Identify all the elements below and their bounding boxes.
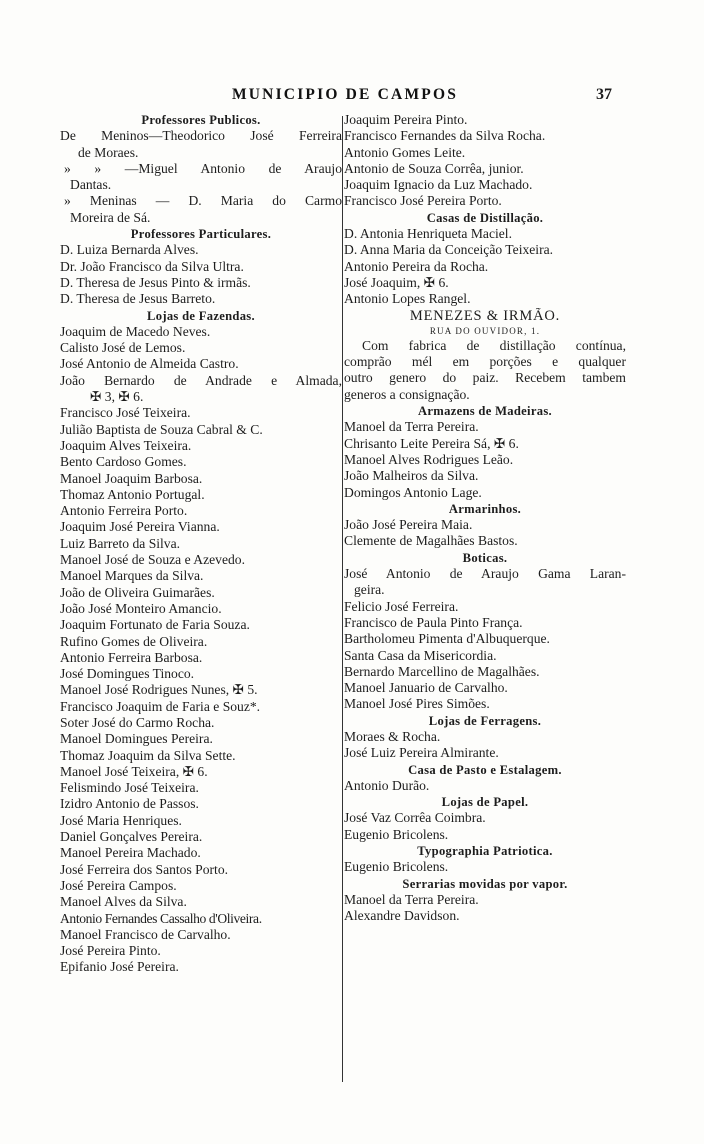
entry-line: Bento Cardoso Gomes. — [60, 454, 187, 470]
section-heading-professores-publicos: Professores Publicos. — [141, 113, 261, 127]
entry-line: geira. — [354, 582, 385, 598]
entry-line: Manoel Pereira Machado. — [60, 845, 201, 861]
entry-line: Francisco Fernandes da Silva Rocha. — [344, 128, 546, 144]
entry-line: José Pereira Campos. — [60, 877, 177, 893]
entry-line: Francisco Joaquim de Faria e Souz*. — [60, 698, 261, 714]
entry-line: Julião Baptista de Souza Cabral & C. — [60, 421, 263, 437]
entry-line: Antonio Lopes Rangel. — [344, 291, 471, 307]
entry-line: Thomaz Antonio Portugal. — [60, 486, 205, 502]
entry-line: José Antonio de Araujo Gama Laran- — [344, 566, 626, 582]
entry-line: Moreira de Sá. — [70, 209, 151, 225]
entry-line: Calisto José de Lemos. — [60, 340, 186, 356]
firm-text-line: generos a consignação. — [344, 386, 470, 402]
entry-line: Santa Casa da Misericordia. — [344, 647, 497, 663]
section-heading-lojas-fazendas: Lojas de Fazendas. — [147, 308, 255, 323]
entry-line: Eugenio Bricolens. — [344, 859, 449, 875]
entry-line: Domingos Antonio Lage. — [344, 484, 482, 500]
entry-line: José Domingues Tinoco. — [60, 666, 195, 682]
entry-line: Thomaz Joaquim da Silva Sette. — [60, 747, 236, 763]
entry-line: Francisco José Pereira Porto. — [344, 193, 502, 209]
section-heading-lojas-papel: Lojas de Papel. — [441, 795, 529, 810]
section-heading-professores-particulares: Professores Particulares. — [130, 227, 272, 242]
entry-line: José Vaz Corrêa Coimbra. — [344, 810, 486, 826]
entry-line: Luiz Barreto da Silva. — [60, 535, 181, 551]
entry-line: José Pereira Pinto. — [60, 943, 161, 959]
entry-line: Dantas. — [70, 177, 112, 193]
entry-line: Eugenio Bricolens. — [344, 826, 449, 842]
entry-line: Antonio Pereira da Rocha. — [344, 258, 489, 274]
page-number: 37 — [596, 86, 612, 103]
section-heading-typographia: Typographia Patriotica. — [417, 844, 553, 859]
entry-line: Francisco de Paula Pinto França. — [344, 614, 523, 630]
section-heading-lojas-ferragens: Lojas de Ferragens. — [428, 713, 542, 728]
firm-text-line: outro genero do paiz. Recebem tambem — [344, 370, 626, 386]
firm-name: MENEZES & IRMÃO. — [409, 307, 561, 324]
entry-line: Joaquim Fortunato de Faria Souza. — [60, 617, 250, 633]
entry-line: João de Oliveira Guimarães. — [60, 584, 215, 600]
entry-line: Alexandre Davidson. — [344, 908, 460, 924]
entry-line: Soter José do Carmo Rocha. — [60, 714, 215, 730]
right-column — [344, 112, 626, 925]
section-heading-serrarias: Serrarias movidas por vapor. — [402, 876, 568, 891]
firm-text-line: Com fabrica de distillação contínua, — [362, 337, 626, 353]
entry-line: De Meninos—Theodorico José Ferreira — [60, 128, 342, 144]
entry-line: ✠ 3, ✠ 6. — [90, 389, 144, 405]
section-heading-boticas: Boticas. — [462, 550, 508, 565]
entry-line: Clemente de Magalhães Bastos. — [344, 533, 518, 549]
section-heading-casas-distillacao: Casas de Distillação. — [426, 210, 544, 225]
entry-line: Manoel José de Souza e Azevedo. — [60, 552, 245, 568]
firm-address: RUA DO OUVIDOR, 1. — [429, 325, 541, 336]
entry-line: José Ferreira dos Santos Porto. — [60, 861, 229, 877]
entry-line: Antonio de Souza Corrêa, junior. — [344, 160, 524, 176]
entry-line: Manoel da Terra Pereira. — [344, 419, 479, 435]
entry-line: Felismindo José Teixeira. — [60, 780, 199, 796]
left-column — [60, 112, 342, 976]
entry-line: Manoel Alves da Silva. — [60, 894, 187, 910]
entry-line: Dr. João Francisco da Silva Ultra. — [60, 258, 244, 274]
entry-line: » » —Miguel Antonio de Araujo — [64, 160, 342, 176]
entry-line: Felicio José Ferreira. — [344, 598, 459, 614]
entry-line: Antonio Durão. — [344, 777, 430, 793]
entry-line: Daniel Gonçalves Pereira. — [60, 829, 203, 845]
entry-line: Manoel da Terra Pereira. — [344, 891, 479, 907]
entry-line: Joaquim José Pereira Vianna. — [60, 519, 220, 535]
entry-line: João José Monteiro Amancio. — [60, 600, 222, 616]
entry-line: João José Pereira Maia. — [344, 517, 473, 533]
firm-text-line: comprão mél em porções e qualquer — [344, 354, 626, 370]
column-divider — [342, 116, 343, 1082]
entry-line: Antonio Fernandes Cassalho d'Oliveira. — [60, 910, 262, 926]
entry-line: de Moraes. — [78, 144, 139, 160]
entry-line: Manoel José Pires Simões. — [344, 696, 490, 712]
entry-line: Manoel José Rodrigues Nunes, ✠ 5. — [60, 682, 258, 698]
entry-line: Moraes & Rocha. — [344, 728, 441, 744]
section-heading-armarinhos: Armarinhos. — [448, 501, 522, 516]
entry-line: Manoel Domingues Pereira. — [60, 731, 213, 747]
entry-line: Manoel Francisco de Carvalho. — [60, 926, 231, 942]
running-title: MUNICIPIO DE CAMPOS — [231, 86, 459, 103]
entry-line: Antonio Ferreira Porto. — [60, 503, 188, 519]
entry-line: Antonio Ferreira Barbosa. — [60, 649, 203, 665]
entry-line: Bartholomeu Pimenta d'Albuquerque. — [344, 631, 550, 647]
entry-line: Joaquim de Macedo Neves. — [60, 323, 211, 339]
entry-line: José Luiz Pereira Almirante. — [344, 745, 499, 761]
entry-line: João Malheiros da Silva. — [344, 468, 479, 484]
entry-line: D. Theresa de Jesus Barreto. — [60, 291, 216, 307]
entry-line: D. Anna Maria da Conceição Teixeira. — [344, 242, 554, 258]
entry-line: Joaquim Pereira Pinto. — [344, 112, 468, 127]
entry-line: Izidro Antonio de Passos. — [60, 796, 199, 812]
entry-line: D. Theresa de Jesus Pinto & irmãs. — [60, 274, 251, 290]
entry-line: José Antonio de Almeida Castro. — [60, 356, 239, 372]
entry-line: Manoel Marques da Silva. — [60, 568, 204, 584]
entry-line: Joaquim Ignacio da Luz Machado. — [344, 177, 533, 193]
entry-line: » Meninas — D. Maria do Carmo — [64, 193, 342, 209]
entry-line: D. Luiza Bernarda Alves. — [60, 242, 199, 258]
entry-line: Manoel Joaquim Barbosa. — [60, 470, 203, 486]
entry-line: Manoel José Teixeira, ✠ 6. — [60, 763, 208, 779]
entry-line: Antonio Gomes Leite. — [344, 144, 466, 160]
entry-line: Rufino Gomes de Oliveira. — [60, 633, 208, 649]
page-header — [0, 86, 704, 110]
section-heading-armazens-madeiras: Armazens de Madeiras. — [418, 404, 552, 419]
entry-line: Manoel Alves Rodrigues Leão. — [344, 451, 514, 467]
entry-line: Epifanio José Pereira. — [60, 959, 179, 975]
entry-line: José Joaquim, ✠ 6. — [344, 274, 449, 290]
entry-line: Bernardo Marcellino de Magalhães. — [344, 663, 540, 679]
entry-line: Joaquim Alves Teixeira. — [60, 437, 192, 453]
entry-line: Francisco José Teixeira. — [60, 405, 191, 421]
entry-line: Manoel Januario de Carvalho. — [344, 680, 508, 696]
entry-line: D. Antonia Henriqueta Maciel. — [344, 226, 512, 242]
entry-line: José Maria Henriques. — [60, 812, 182, 828]
section-heading-casa-pasto: Casa de Pasto e Estalagem. — [408, 762, 562, 777]
entry-line: João Bernardo de Andrade e Almada, — [60, 372, 342, 388]
entry-line: Chrisanto Leite Pereira Sá, ✠ 6. — [344, 435, 519, 451]
